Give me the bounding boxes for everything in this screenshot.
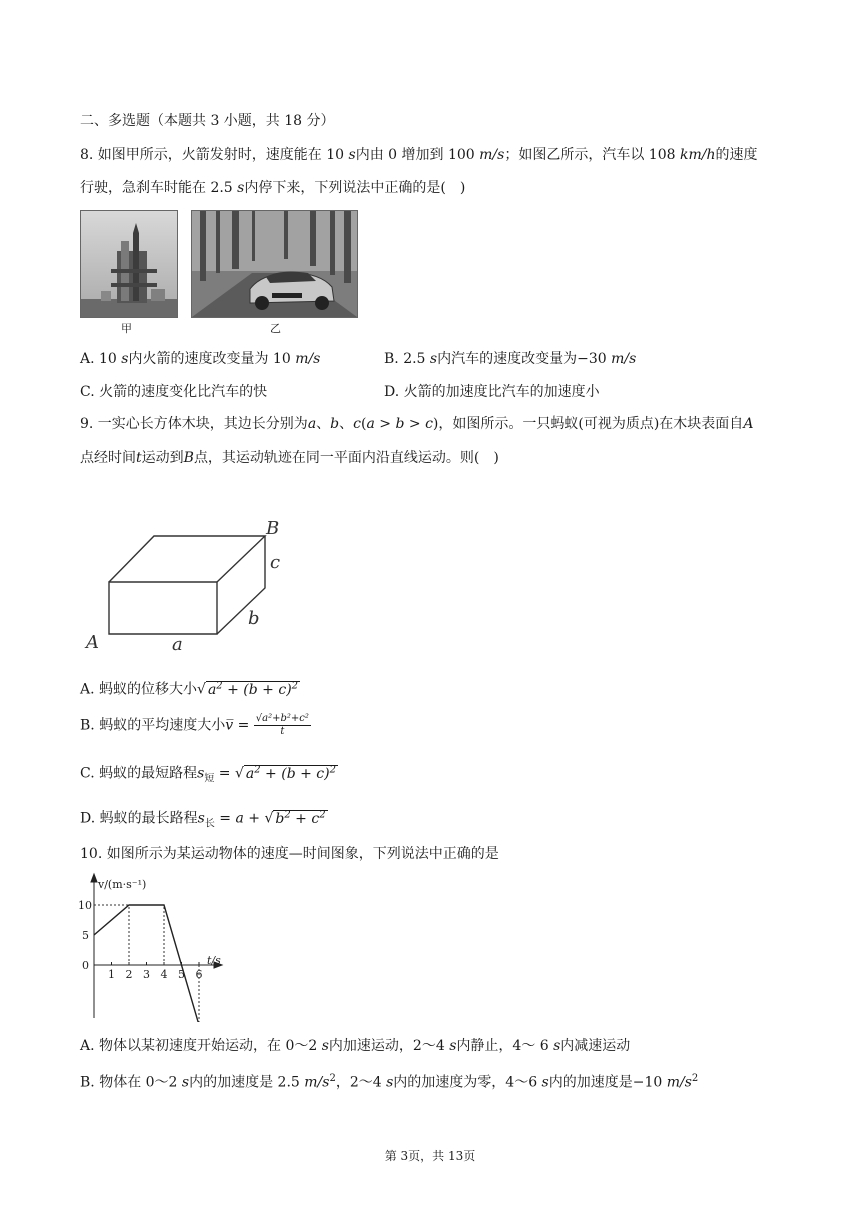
label-b: b [248,608,260,629]
x-tick-label: 1 [108,968,115,981]
label-A: A [86,632,99,653]
q8-line2: 行驶，急刹车时能在 2.5 s内停下来，下列说法中正确的是( ) [80,180,466,196]
label-a: a [172,634,183,655]
label-c: c [270,552,281,573]
y-tick-label: 0 [82,959,89,972]
q10-line1: 10. 如图所示为某运动物体的速度—时间图象，下列说法中正确的是 [80,846,499,862]
caption-jia: 甲 [121,322,132,335]
velocity-time-graph [78,872,228,1022]
q10-option-a: A. 物体以某初速度开始运动，在 0～2 s内加速运动，2～4 s内静止，4～ 6 s内减速运动 [80,1038,631,1054]
x-tick-label: 3 [143,968,150,981]
y-tick-label: 5 [82,929,89,942]
q9-option-c: C. 蚂蚁的最短路程$s_短$ = √ $a^2 + (b + c)^2$ [80,764,336,785]
cuboid-diagram [80,512,300,657]
section-title: 二、多选题（本题共 3 小题，共 18 分） [80,113,335,129]
page-footer: 第 3页，共 13页 [384,1149,476,1163]
q9-line2: 点经时间t运动到B点，其运动轨迹在同一平面内沿直线运动。则( ) [80,450,499,466]
q9-option-b: B. 蚂蚁的平均速度大小v̅ = $\frac{\text{√a²+b²+c²}}{t}$ [80,713,309,737]
y-tick-label: 10 [78,899,92,912]
x-tick-label: 6 [195,968,203,981]
q8-option-d: D. 火箭的加速度比汽车的加速度小 [384,384,600,400]
q9-option-a: A. 蚂蚁的位移大小√ $a^2 + (b + c)^2$ [80,680,299,698]
label-B: B [266,518,280,539]
car-photo [191,210,358,318]
q8-option-c: C. 火箭的速度变化比汽车的快 [80,384,268,400]
y-axis-label: v/(m·s⁻¹) [98,878,147,891]
q9-line1: 9. 一实心长方体木块，其边长分别为a、b、c(a > b > c)，如图所示。一只蚂蚁(可视为质点)在木块表面自A [80,416,754,432]
x-tick-label: 5 [178,968,185,981]
x-axis-label: t/s [207,954,221,967]
rocket-launch-photo [80,210,178,318]
x-tick-label: 4 [160,968,168,981]
x-tick-label: 2 [125,968,133,981]
q8-option-a: A. 10 s内火箭的速度改变量为 10 m/s [80,351,321,367]
q9-option-d: D. 蚂蚁的最长路程$s_长 = a$ + √ $b^2 + c^2$ [80,809,326,830]
caption-yi: 乙 [270,322,281,335]
q8-line1: 8. 如图甲所示，火箭发射时，速度能在 10 s内由 0 增加到 100 m/s；如图乙所示，汽车以 108 km/h的速度 [80,147,758,163]
q8-option-b: B. 2.5 s内汽车的速度改变量为−30 m/s [384,351,637,367]
q10-option-b: B. 物体在 0～2 s内的加速度是 2.5 $m/s^2$，2～4 s内的加速度为零，4～6 s内的加速度是−10 $m/s^2$ [80,1073,699,1091]
